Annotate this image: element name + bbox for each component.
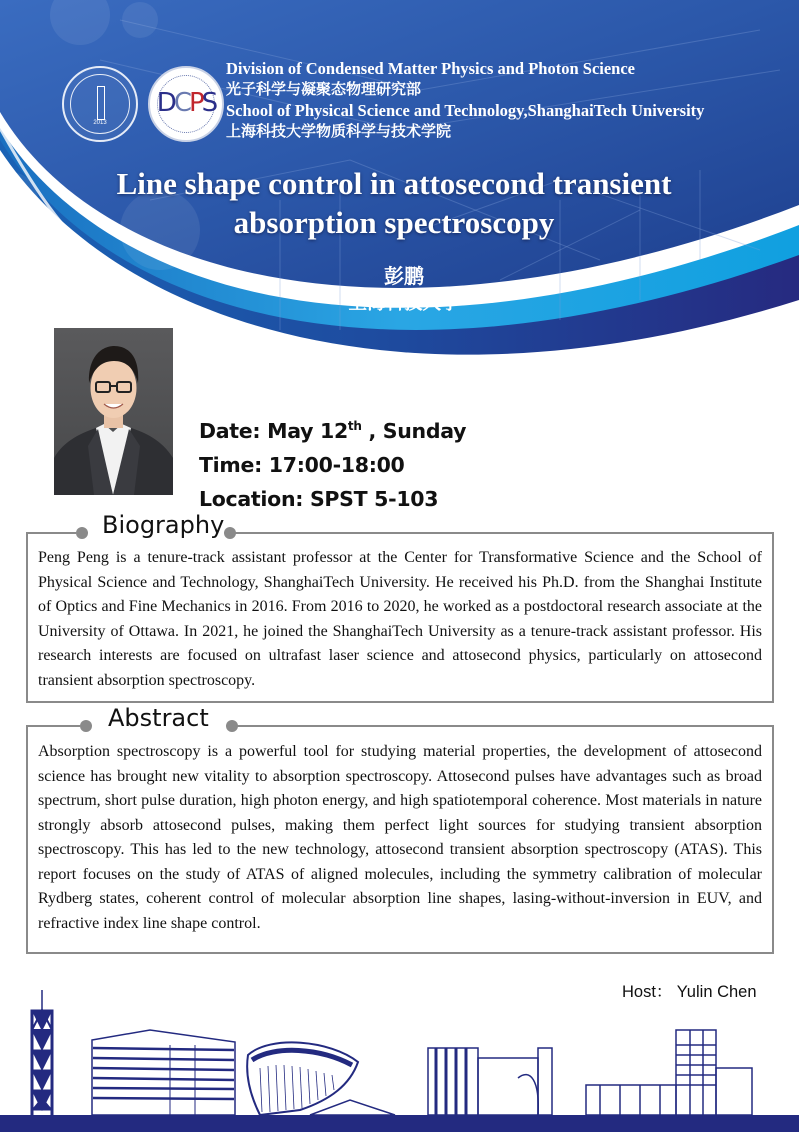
school-name-zh: 上海科技大学物质科学与技术学院 [226,122,452,140]
event-date: Date: May 12th , Sunday [199,419,467,443]
event-info [199,409,466,516]
divider [26,725,80,727]
speaker-block [0,262,799,318]
bullet-dot-icon [76,527,88,539]
tower-icon [97,86,105,120]
portrait-image [54,328,173,495]
dcps-logo: DCPS [148,66,224,142]
shanghaitech-seal-logo: 2013 [62,66,138,142]
divider [234,532,774,534]
host-label: Host： Yulin Chen [622,983,757,1001]
bullet-dot-icon [80,720,92,732]
campus-skyline-illustration [0,990,799,1132]
talk-title: Line shape control in attosecond transient absorption spectroscopy [116,166,672,240]
divider [26,532,76,534]
speaker-name: 彭鹏 [384,264,424,288]
event-time: Time: 17:00-18:00 [199,453,405,477]
school-name-en: School of Physical Science and Technology,ShanghaiTech University [226,101,705,120]
abstract-section [26,704,774,954]
biography-heading: Biography [102,511,225,539]
logos [62,66,224,142]
department-block [226,58,704,142]
biography-section [26,511,774,703]
abstract-heading: Abstract [108,704,209,732]
footer-skyline [0,990,799,1132]
speaker-affiliation: 上海科技大学 [348,293,460,314]
division-name-zh: 光子科学与凝聚态物理研究部 [226,80,422,98]
biography-text: Peng Peng is a tenure-track assistant professor at the Center for Transformative Science and the School of Physical Science and Technology, ShanghaiTech University. He received his Ph.D. from the Shanghai Institute of Optics and Fine Mechanics in 2016. From 2016 to 2020, he worked as a postdoctoral research associate at the University of Ottawa. In 2021, he joined the ShanghaiTech University as a tenure-track assistant professor. His research interests are focused on ultrafast laser science and attosecond physics, particularly on attosecond transient absorption spectroscopy. [38,549,762,689]
division-name-en: Division of Condensed Matter Physics and Photon Science [226,59,636,78]
divider [236,725,774,727]
speaker-photo [54,328,173,495]
event-location: Location: SPST 5-103 [199,487,439,511]
tower-icon [31,1010,53,1116]
abstract-text: Absorption spectroscopy is a powerful tool for studying material properties, the development of attosecond science has brought new vitality to absorption spectroscopy. Attosecond pulses have advantages such as broad spectrum, short pulse duration, high photon energy, and high spatiotemporal coherence. Most materials in nature strongly absorb attosecond pulses, making them perfect light sources for studying transient absorption spectroscopy. This has led to the new technology, attosecond transient absorption spectroscopy (ATAS). This report focuses on the study of ATAS of aligned molecules, including the symmetry calibration of molecular Rydberg states, coherent control of molecular absorption line shapes, lasing-without-inversion in EUV, and refractive index line shape control. [38,743,762,932]
